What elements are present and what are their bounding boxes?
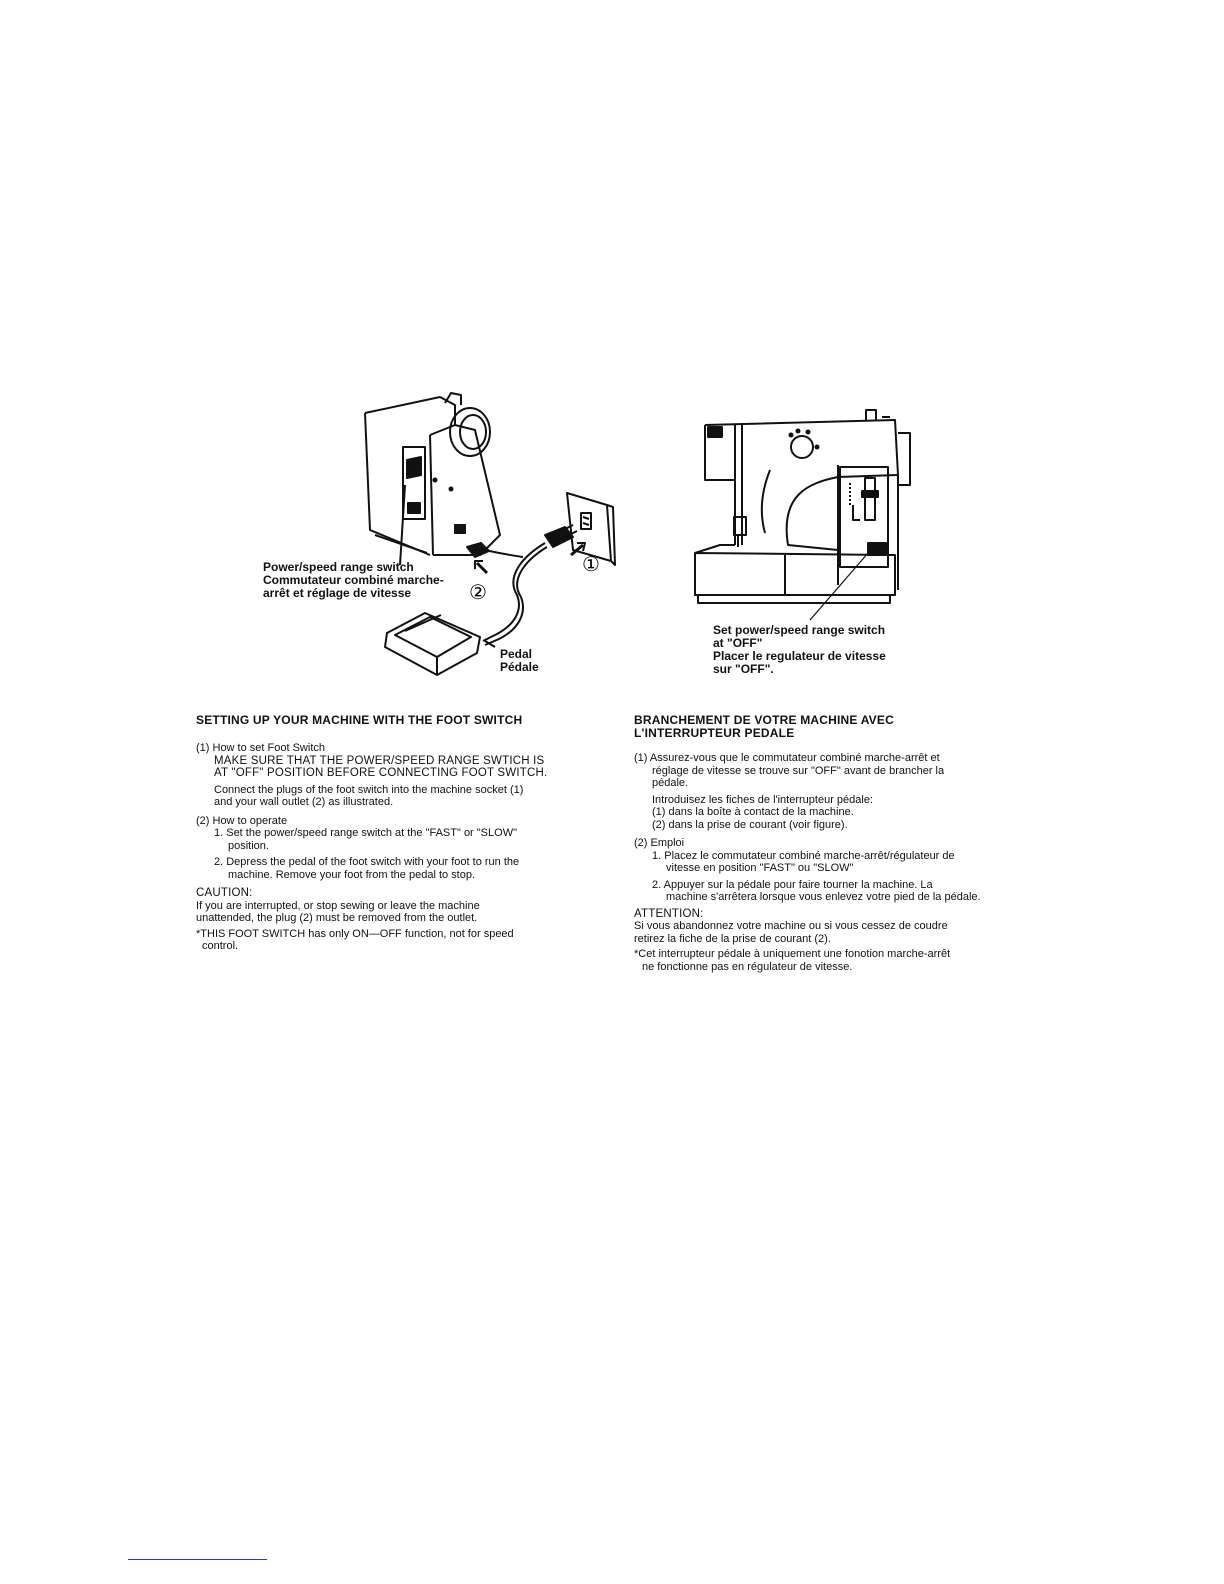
fr-section-2-title: (2) Emploi [634, 837, 685, 849]
footer-rule [128, 1559, 267, 1560]
fr-step-1-line-1: 1. Placez le commutateur combiné marche-arrêt/régulateur de [652, 849, 955, 862]
fr-section-1-line-4: Introduisez les fiches de l'interrupteur pédale: [652, 793, 874, 806]
pedal-label [500, 648, 539, 674]
en-note-line-2: control. [202, 940, 239, 952]
fr-section-1-line-3: pédale. [652, 777, 689, 789]
off-caption [713, 624, 886, 676]
off-caption-line-2: at "OFF" [713, 636, 763, 650]
fr-step-1-line-2: vitesse en position "FAST" ou "SLOW" [666, 862, 854, 874]
fr-note-line-2: ne fonctionne pas en régulateur de vitesse. [642, 960, 853, 973]
foot-switch-connection-illustration [255, 385, 625, 685]
en-caution-line-2: unattended, the plug (2) must be removed from the outlet. [196, 912, 478, 924]
fr-step-2-line-1: 2. Appuyer sur la pédale pour faire tourner la machine. La [652, 878, 933, 891]
fr-note-line-1: *Cet interrupteur pédale à uniquement une fonotion marche-arrêt [634, 948, 951, 960]
english-column [196, 714, 582, 953]
fr-attention-line-2: retirez la fiche de la prise de courant (2). [634, 932, 831, 945]
en-warning-line-1: MAKE SURE THAT THE POWER/SPEED RANGE SWTICH IS [214, 754, 545, 767]
sewing-machine-front-illustration [690, 405, 920, 630]
en-step-1 [196, 827, 582, 852]
en-connect-line-1: Connect the plugs of the foot switch into the machine socket (1) [214, 783, 524, 796]
pedal-label-en: Pedal [500, 647, 533, 661]
off-caption-line-3: Placer le regulateur de vitesse [713, 649, 886, 663]
pedal-label-fr: Pédale [500, 660, 539, 674]
en-note-line-1: *THIS FOOT SWITCH has only ON—OFF function, not for speed [196, 927, 514, 940]
fr-section-1-line-5: (1) dans la boîte à contact de la machine. [652, 806, 854, 818]
french-heading-line-1: BRANCHEMENT DE VOTRE MACHINE AVEC [634, 713, 894, 727]
en-caution-line-1: If you are interrupted, or stop sewing or leave the machine [196, 899, 480, 912]
en-step-2-line-2: machine. Remove your foot from the pedal to stop. [228, 868, 476, 881]
en-connect-line-2: and your wall outlet (2) as illustrated. [214, 796, 394, 808]
french-heading-line-2: L'INTERRUPTEUR PEDALE [634, 726, 795, 740]
en-step-2 [196, 856, 582, 881]
off-caption-line-4: sur "OFF". [713, 662, 774, 676]
switch-label-fr-1: Commutateur combiné marche- [263, 573, 444, 587]
en-caution-title: CAUTION: [196, 887, 253, 899]
english-heading: SETTING UP YOUR MACHINE WITH THE FOOT SWITCH [196, 713, 523, 727]
fr-section-1-line-2: réglage de vitesse se trouve sur "OFF" avant de brancher la [652, 764, 945, 777]
en-step-1-line-2: position. [228, 839, 269, 852]
fr-section-1-line-1: (1) Assurez-vous que le commutateur combiné marche-arrêt et [634, 752, 940, 764]
fr-step-1 [634, 850, 1020, 875]
off-caption-line-1: Set power/speed range switch [713, 623, 886, 637]
fr-section-1-line-6: (2) dans la prise de courant (voir figure). [652, 818, 848, 831]
en-step-1-line-1: 1. Set the power/speed range switch at the "FAST" or "SLOW" [214, 827, 517, 839]
callout-2: ② [469, 580, 487, 604]
switch-label-fr-2: arrêt et réglage de vitesse [263, 586, 412, 600]
en-section-1-title: (1) How to set Foot Switch [196, 742, 325, 754]
en-step-2-line-1: 2. Depress the pedal of the foot switch with your foot to run the [214, 856, 520, 868]
french-column [634, 714, 1020, 973]
switch-label [263, 561, 444, 600]
callout-1: ① [582, 552, 600, 576]
fr-step-2-line-2: machine s'arrêtera lorsque vous enlevez votre pied de la pédale. [666, 891, 981, 903]
en-warning-line-2: AT "OFF" POSITION BEFORE CONNECTING FOOT SWITCH. [214, 767, 548, 779]
fr-attention-title: ATTENTION: [634, 907, 704, 920]
en-section-2-title: (2) How to operate [196, 814, 288, 827]
switch-label-en: Power/speed range switch [263, 560, 414, 574]
fr-step-2 [634, 879, 1020, 904]
fr-attention-line-1: Si vous abandonnez votre machine ou si vous cessez de coudre [634, 920, 948, 932]
